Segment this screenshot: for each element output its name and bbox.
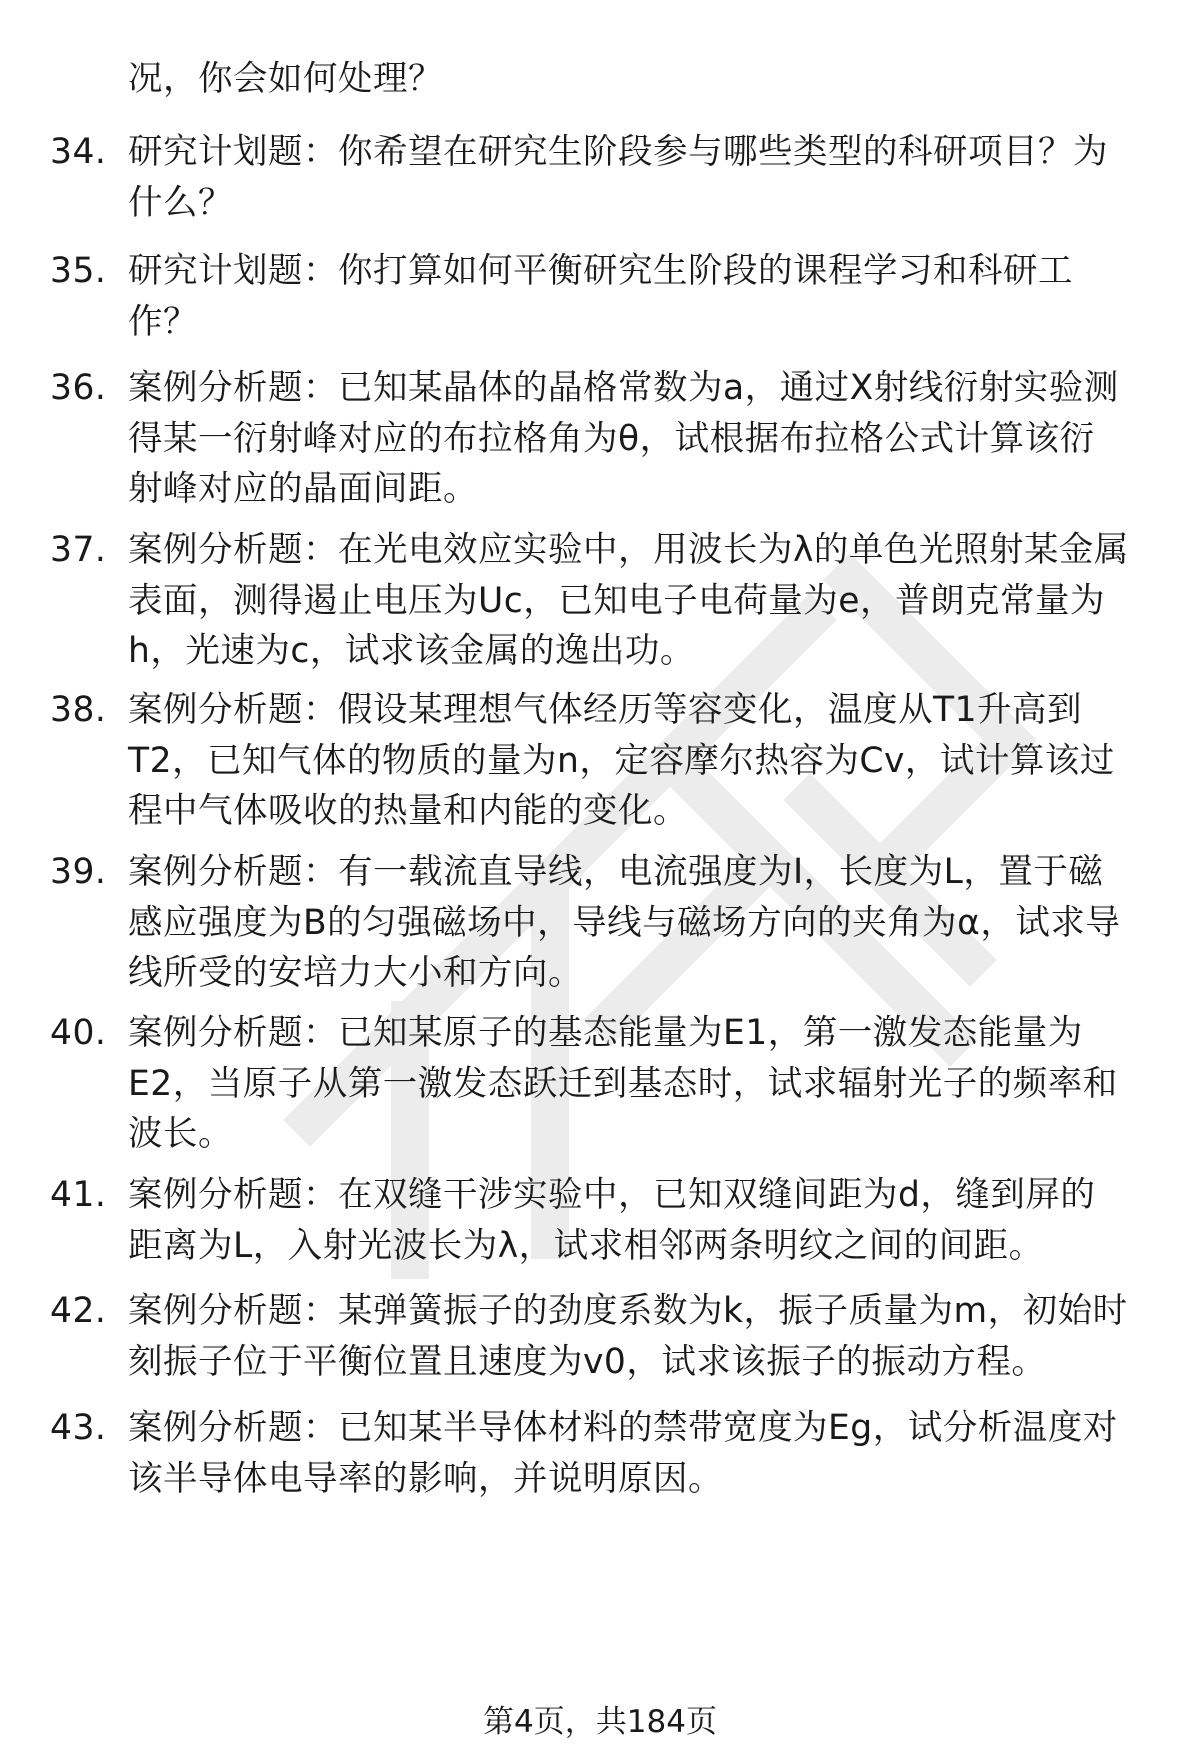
- item-text: 研究计划题：你打算如何平衡研究生阶段的课程学习和科研工 作？: [128, 251, 1073, 342]
- item-text: 研究计划题：你希望在研究生阶段参与哪些类型的科研项目？为 什么？: [128, 132, 1108, 223]
- item-number: 34.: [50, 132, 107, 172]
- item-number: 43.: [50, 1408, 107, 1448]
- item-text: 案例分析题：在光电效应实验中，用波长为λ的单色光照射某金属 表面，测得遏止电压为Uc，已知电子电荷量为e，普朗克常量为 h，光速为c，试求该金属的逸出功。: [128, 530, 1129, 671]
- item-number: 41.: [50, 1175, 107, 1215]
- item-text: 案例分析题：有一载流直导线，电流强度为I，长度为L，置于磁 感应强度为B的匀强磁场中，导线与磁场方向的夹角为α，试求导 线所受的安培力大小和方向。: [128, 852, 1121, 993]
- item-text: 况，你会如何处理？: [128, 59, 443, 99]
- item-text: 案例分析题：假设某理想气体经历等容变化，温度从T1升高到 T2，已知气体的物质的量为n，定容摩尔热容为Cv，试计算该过 程中气体吸收的热量和内能的变化。: [128, 690, 1115, 831]
- item-text: 案例分析题：已知某半导体材料的禁带宽度为Eg，试分析温度对 该半导体电导率的影响，并说明原因。: [128, 1408, 1118, 1499]
- item-number: 42.: [50, 1291, 107, 1331]
- item-number: 35.: [50, 251, 107, 291]
- item-number: 36.: [50, 368, 107, 408]
- item-number: 37.: [50, 530, 107, 570]
- item-text: 案例分析题：已知某原子的基态能量为E1，第一激发态能量为 E2，当原子从第一激发态跃迁到基态时，试求辐射光子的频率和 波长。: [128, 1013, 1118, 1154]
- item-number: 40.: [50, 1013, 107, 1053]
- item-number: 39.: [50, 852, 107, 892]
- page-footer: 第4页，共184页: [483, 1704, 717, 1740]
- item-text: 案例分析题：已知某晶体的晶格常数为a，通过X射线衍射实验测 得某一衍射峰对应的布拉格角为θ，试根据布拉格公式计算该衍 射峰对应的晶面间距。: [128, 368, 1119, 509]
- item-number: 38.: [50, 690, 107, 730]
- item-text: 案例分析题：某弹簧振子的劲度系数为k，振子质量为m，初始时 刻振子位于平衡位置且速度为v0，试求该振子的振动方程。: [128, 1291, 1128, 1382]
- item-text: 案例分析题：在双缝干涉实验中，已知双缝间距为d，缝到屏的 距离为L，入射光波长为λ，试求相邻两条明纹之间的间距。: [128, 1175, 1096, 1266]
